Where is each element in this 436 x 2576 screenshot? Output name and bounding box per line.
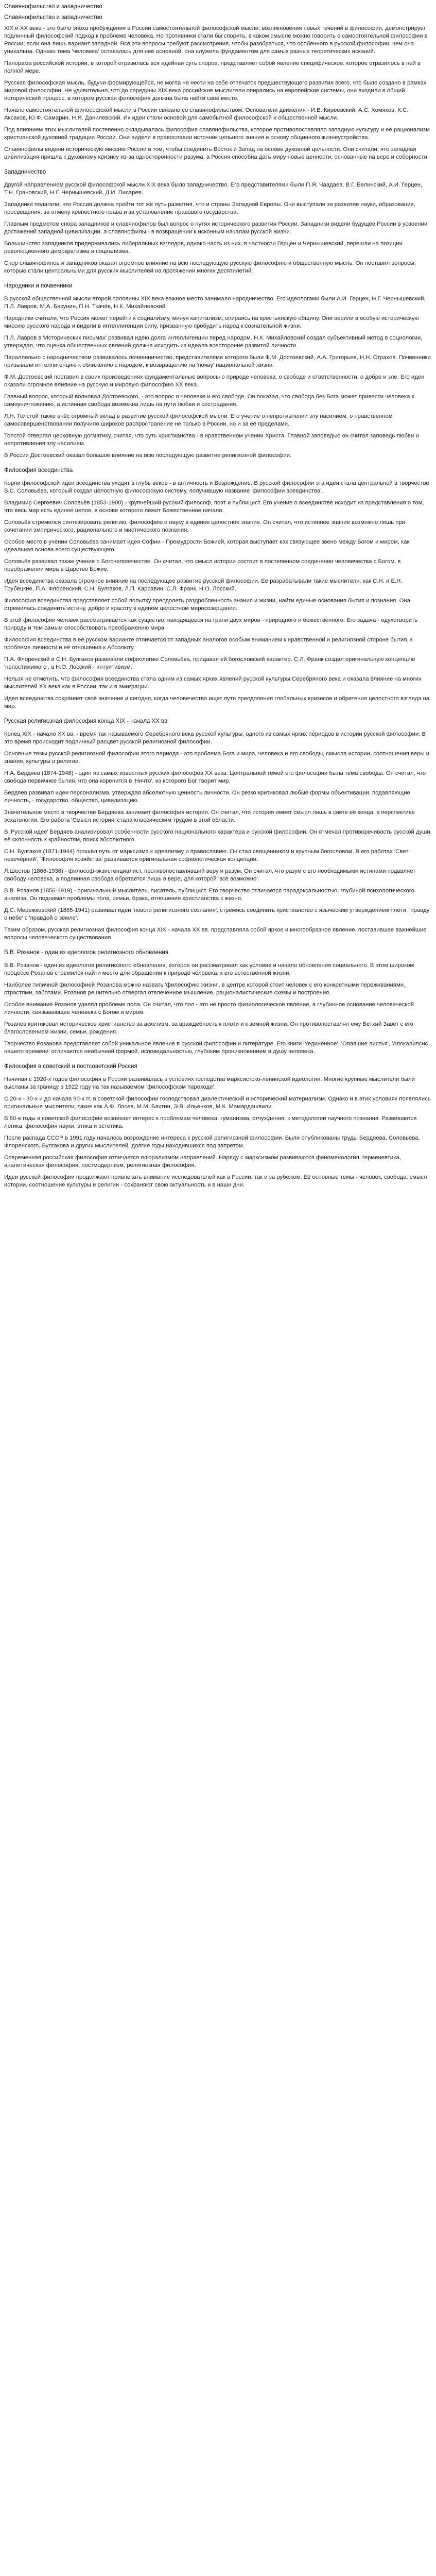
paragraph: Конец XIX - начало XX вв. - время так называемого Серебряного века русской культуры, одного из самых ярких периодов в истории русской философии. В это время происходит подлинный расцвет русской религиозной философии. xyxy=(4,731,426,745)
section xyxy=(4,168,432,275)
paragraph: Славянофилы видели историческую миссию России в том, чтобы соединить Восток и Запад на основе духовной цельности. Они считали, что западная цивилизация пришла к духовному кризису из-за односторонности разума, а Россия способна дать миру новые ценности, основанные на вере и соборности. xyxy=(4,146,429,160)
section-heading: Философия всеединства xyxy=(4,467,73,473)
paragraph: Другой направлением русской философской мысли XIX века было западничество. Его представителями были П.Я. Чаадаев, В.Г. Белинский, А.И. Герцен, Т.Н. Грановский, Н.Г. Чернышевский, Д.И. Писарев. xyxy=(4,182,423,196)
paragraph: Корни философской идеи всеединства уходят в глубь веков - в античность и Возрождение. В русской философии эта идея стала центральной в творчестве В.С. Соловьёва, который создал целостную философскую систему, получившую название 'философии всеединства'. xyxy=(4,480,429,494)
paragraph: Нельзя не отметить, что философия всеединства стала одним из самых ярких явлений русской культуры Серебряного века и оказала влияние на многих мыслителей XX века как в России, так и в эмиграции. xyxy=(4,676,422,690)
paragraph: Идеи русской философии продолжают привлекать внимание исследователей как в России, так и за рубежом. Её основные темы - человек, свобода, смысл истории, соотношение культуры и религии - сохраняют свою актуальность и в наши дни. xyxy=(4,1174,427,1188)
paragraph: В.В. Розанов (1856-1919) - оригинальный мыслитель, писатель, публицист. Его творчество отличается парадоксальностью, глубиной психологического анализа. Он поднимал проблемы пола, семьи, брака, отношения христианства к жизни. xyxy=(4,888,414,902)
paragraph: Соловьёв развивал также учение о Богочеловечестве. Он считал, что смысл истории состоит в постепенном соединении человечества с Богом, в преображении мира в Царство Божие. xyxy=(4,558,401,572)
paragraph: Бердяев развивал идеи персонализма, утверждая абсолютную ценность личности. Он резко критиковал любые формы объективации, подавляющие личность, - государство, общество, цивилизацию. xyxy=(4,790,410,804)
paragraph: В 60-е годы в советской философии возникает интерес к проблемам человека, гуманизма, отчуждения, к методологии научного познания. Развиваются логика, философия науки, этика и эстетика. xyxy=(4,1115,417,1129)
paragraph: Наиболее типичной философией Розанова можно назвать 'философию жизни', в центре которой стоит человек с его конкретными переживаниями, страстями, заботами. Розанов решительно отвергал отвлечённое мышление, рационалистические схемы и построения. xyxy=(4,982,406,996)
section xyxy=(4,467,432,710)
paragraph: XIX и XX века - это было эпоха пробуждения в России самостоятельной философской мысли, возникновения новых течений в философии, демонстрирует подлинный философский подход к проблеме человека. Но противники стали бы спорить, в каком смысле можно говорить о самостоятельной философии в России, если она лишь вариант западной. Всё эти вопросы требуют рассмотрения, чтобы разобраться, что особенного в русской философии, чем она уникальна. Однако тема 'человека' оставалась для неё основной, она служила фундаментом для самых разных теоретических исканий. xyxy=(4,25,428,55)
paragraph: Соловьёв стремился синтезировать религию, философию и науку в единое целостное знание. Он считал, что истинное знание возможно лишь при сочетании эмпирического, рационального и мистического познания. xyxy=(4,519,406,533)
paragraph: Народники считали, что Россия может перейти к социализму, минуя капитализм, опираясь на крестьянскую общину. Они верили в особую историческую миссию русского народа и видели в интеллигенции силу, призванную пробудить народ к сознательной жизни. xyxy=(4,315,419,329)
section-heading: Русская религиозная философия конца XIX - начала XX вв xyxy=(4,718,168,724)
paragraph: Л.Шестов (1866-1938) - философ-экзистенциалист, противопоставлявший веру и разум. Он считал, что разум с его необходимыми истинами подавляет свободу человека, а подлинная свобода обретается лишь в вере, для которой 'всё возможно'. xyxy=(4,868,416,882)
section xyxy=(4,949,432,1056)
paragraph: П.Л. Лавров в 'Исторических письмах' развивал идею долга интеллигенции перед народом. Н.К. Михайловский создал субъективный метод в социологии, утверждая, что оценка общественных явлений должна исходить из идеала всесторонне развитой личности. xyxy=(4,335,423,349)
paragraph: В.В. Розанов - один из идеологов религиозного обновления, которое он рассматривал как условие и начало обновления социального. В этом широком процессе Розанов стремился найти место для обращения к природе человека, к его естественной жизни. xyxy=(4,962,414,976)
section xyxy=(4,718,432,942)
section-heading: Славянофильство и западничество xyxy=(4,14,102,21)
paragraph: Под влиянием этих мыслителей постепенно складывалась философия славянофильства, которое противопоставляло западную культуру и её рационализм христианской духовной традиции России. Они видели в православии источник цельного знания и основу общинного жизнеустройства. xyxy=(4,127,430,141)
section xyxy=(4,282,432,460)
paragraph: Начиная с 1920-х годов философия в России развивалась в условиях господства марксистско-ленинской идеологии. Многие крупные мыслители были высланы за границу в 1922 году на так называемом 'философском пароходе'. xyxy=(4,1076,415,1090)
section xyxy=(4,14,432,161)
paragraph: Главный вопрос, который волновал Достоевского, - это вопрос о человеке и его свободе. Он показал, что свобода без Бога может привести человека к самоуничтожению, а истинная свобода возможна лишь на пути любви и сострадания. xyxy=(4,394,414,408)
section-heading: Народники и почвенники xyxy=(4,283,73,289)
paragraph: Д.С. Мережковский (1865-1941) развивал идеи 'нового религиозного сознания', стремясь соединить христианство с языческим утверждением плоти, 'правду о небе' с 'правдой о земле'. xyxy=(4,907,430,921)
paragraph: Творчество Розанова представляет собой уникальное явление в русской философии и литературе. Его книги 'Уединённое', 'Опавшие листья', 'Апокалипсис нашего времени' отличаются необычной формой, исповедальностью, глубоким проникновением в душу человека. xyxy=(4,1041,428,1055)
section xyxy=(4,1063,432,1189)
paragraph: Значительное место в творчестве Бердяева занимает философия истории. Он считал, что история имеет смысл лишь в свете её конца, в перспективе эсхатологии. Его работа 'Смысл истории' стала классическим трудом в этой области. xyxy=(4,809,415,823)
paragraph: С.Н. Булгаков (1871-1944) прошёл путь от марксизма к идеализму и православию. Он стал священником и крупным богословом. В его работах 'Свет невечерний', 'Философия хозяйства' развивается оригинальная софиологическая концепция. xyxy=(4,849,409,862)
paragraph: В русской общественной мысли второй половины XIX века важное место занимало народничество. Его идеологами были А.И. Герцен, Н.Г. Чернышевский, П.Л. Лавров, М.А. Бакунин, П.Н. Ткачёв, Н.К. Михайловский. xyxy=(4,296,426,310)
section-heading: Западничество xyxy=(4,169,46,175)
section-heading: Философия в советский и постсоветский Россия xyxy=(4,1063,137,1070)
paragraph: Спор славянофилов и западников оказал огромное влияние на всю последующую русскую философию и общественную мысль. Он поставил вопросы, которые стали центральными для русских мыслителей на протяжении многих десятилетий. xyxy=(4,260,416,274)
paragraph: После распада СССР в 1991 году началось возрождение интереса к русской религиозной философии. Были опубликованы труды Бердяева, Соловьёва, Флоренского, Булгакова и других мыслителей, долгие годы находившихся под запретом. xyxy=(4,1135,420,1149)
paragraph: Л.Н. Толстой также внёс огромный вклад в развитие русской философской мысли. Его учение о непротивлении злу насилием, о нравственном самосовершенствовании получило широкое распространение не только в России, но и за её пределами. xyxy=(4,413,393,427)
paragraph: Панорама российской истории, в которой отразилась вся идейная суть споров, представляет собой явление специфическое, которое отразилось в ней в полной мере. xyxy=(4,60,421,74)
paragraph: Современная российская философия отличается плюрализмом направлений. Наряду с марксизмом развиваются феноменология, герменевтика, аналитическая философия, постмодернизм, религиозная философия. xyxy=(4,1155,401,1168)
paragraph: Ф.М. Достоевский поставил в своих произведениях фундаментальные вопросы о природе человека, о свободе и ответственности, о добре и зле. Его идеи оказали огромное влияние на русскую и мировую философию XX века. xyxy=(4,374,425,388)
paragraph: С 20-х - 30-х и до начала 90-х гг. в советской философии господствовал диалектический и исторический материализм. Однако и в этих условиях появлялись оригинальные мыслители, такие как А.Ф. Лосев, М.М. Бахтин, Э.В. Ильенков, М.К. Мамардашвили. xyxy=(4,1096,431,1110)
paragraph: В этой философии человек рассматривается как существо, находящееся на грани двух миров - природного и божественного. Его задача - одухотворить природу и тем самым способствовать преображению мира. xyxy=(4,617,418,631)
paragraph: Идея всеединства сохраняет своё значение и сегодня, когда человечество ищет пути преодоления глобальных кризисов и обретения целостного взгляда на мир. xyxy=(4,696,430,709)
paragraph: Главным предметом спора западников и славянофилов был вопрос о путях исторического развития России. Западники видели будущее России в усвоении достижений западной цивилизации, а славянофилы - в возвращении к исконным началам русской жизни. xyxy=(4,221,428,235)
paragraph: Философия всеединства представляет собой попытку преодолеть раздробленность знания и жизни, найти единые основания бытия и познания. Она стремилась соединить истину, добро и красоту в едином целостном миросозерцании. xyxy=(4,598,410,612)
paragraph: Начало самостоятельной философской мысли в России связано со славянофильством. Основатели движения - И.В. Киреевский, А.С. Хомяков, К.С. Аксаков, Ю.Ф. Самарин, Н.Я. Данилевский. Их идеи стали основой для самобытной философской и общественной мысли. xyxy=(4,107,409,121)
paragraph: Таким образом, русская религиозная философия конца XIX - начала XX вв. представляла собой яркое и многообразное явление, поставившее важнейшие вопросы человеческого существования. xyxy=(4,927,427,941)
paragraph: В России Достоевский оказал большое влияние на всю последующую развитие религиозной философии. xyxy=(4,452,292,459)
paragraph: Философия всеединства в её русском варианте отличается от западных аналогов особым вниманием к нравственной и религиозной стороне бытия, к проблеме личности и её отношения к Абсолюту. xyxy=(4,637,413,651)
paragraph: Идея всеединства оказала огромное влияние на последующее развитие русской философии. Её разрабатывали такие мыслители, как С.Н. и Е.Н. Трубецкие, П.А. Флоренский, С.Н. Булгаков, Л.П. Карсавин, С.Л. Франк, Н.О. Лосский. xyxy=(4,578,403,592)
paragraph: Особое место в учении Соловьёва занимает идея Софии - Премудрости Божией, которая выступает как связующее звено между Богом и миром, как идеальная основа всего существующего. xyxy=(4,539,410,553)
section-heading: В.В. Розанов - один из идеологов религиозного обновления xyxy=(4,950,169,956)
paragraph: Западники полагали, что Россия должна пройти тот же путь развития, что и страны Западной Европы. Они выступали за развитие науки, образования, просвещения, за отмену крепостного права и за установление правового государства. xyxy=(4,201,415,215)
paragraph: В 'Русской идее' Бердяев анализировал особенности русского национального характера и русской философии. Он отмечал противоречивость русской души, её склонность к крайностям, поиск абсолютного. xyxy=(4,829,432,843)
paragraph: Большинство западников придерживались либеральных взглядов, однако часть из них, в частности Герцен и Чернышевский, перешли на позиции революционного демократизма и социализма. xyxy=(4,241,403,255)
paragraph: П.А. Флоренский и С.Н. Булгаков развивали софиологию Соловьёва, придавая ей богословский характер. С.Л. Франк создал оригинальную концепцию 'непостижимого', а Н.О. Лосский - интуитивизм. xyxy=(4,656,415,670)
paragraph: Толстой отвергал церковную догматику, считая, что суть христианства - в нравственном учении Христа. Главной заповедью он считал заповедь любви и непротивления злу насилием. xyxy=(4,433,419,447)
paragraph: Особое внимание Розанов уделял проблеме пола. Он считал, что пол - это не просто физиологическое явление, а глубинное основание человеческой личности, связывающее человека с Богом и миром. xyxy=(4,1002,414,1015)
paragraph: Н.А. Бердяев (1874-1948) - один из самых известных русских философов XX века. Центральной темой его философии была тема свободы. Он считал, что свобода первичнее бытия, что она коренится в 'Ничто', из которого Бог творит мир. xyxy=(4,770,426,784)
paragraph: Розанов критиковал историческое христианство за аскетизм, за враждебность к плоти и к земной жизни. Он противопоставлял ему Ветхий Завет с его благословением жизни, семьи, рождения. xyxy=(4,1021,413,1035)
paragraph: Владимир Сергеевич Соловьёв (1853-1900) - крупнейший русский философ, поэт и публицист. Его учение о всеединстве исходит из представления о том, что весь мир есть единое целое, в основе которого лежит Божественное начало. xyxy=(4,500,424,514)
paragraph: Русская философская мысль, будучи формирующейся, не могла не нести на себе отпечаток предшествующего развития всего, что было создано в рамках мировой философии. Не удивительно, что до середины XIX века российские мыслители опирались на европейские системы, они входили в общий исторический процесс, в котором русская философия должна была найти своё место. xyxy=(4,80,427,101)
paragraph: Основные темы русской религиозной философии этого периода - это проблема Бога и мира, человека и его свободы, смысла истории, соотношения веры и знания, культуры и религии. xyxy=(4,751,430,765)
paragraph: Параллельно с народничеством развивалось почвенничество, представителями которого были Ф.М. Достоевский, А.А. Григорьев, Н.Н. Страхов. Почвенники призывали интеллигенцию к сближению с народом, к возвращению на 'почву' национальной жизни. xyxy=(4,354,431,368)
document-body xyxy=(4,14,432,1189)
page-title: Славянофильство и западничество xyxy=(4,4,102,10)
